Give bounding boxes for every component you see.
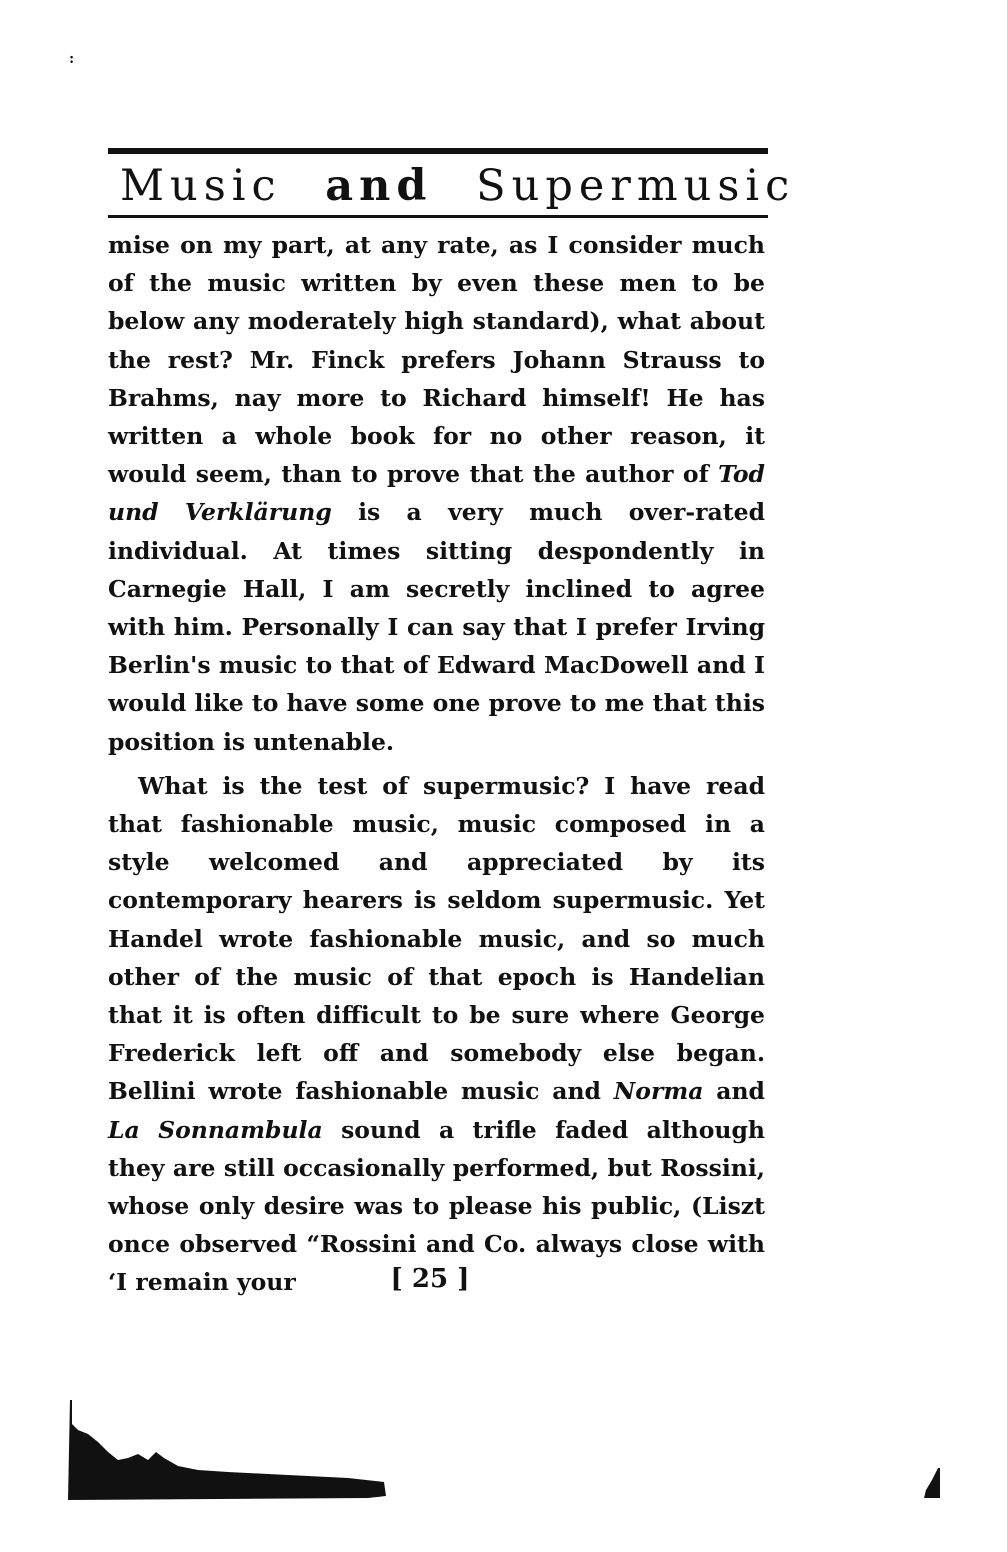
paragraph-1-italic-title: Tod und Verklärung bbox=[108, 460, 765, 527]
paragraph-2-italic-sonnambula: La Sonnambula bbox=[108, 1115, 323, 1144]
paragraph-2-italic-norma: Norma bbox=[613, 1077, 704, 1106]
running-head-word-music: Music bbox=[120, 161, 282, 211]
running-head-word-supermusic: Supermusic bbox=[476, 161, 796, 211]
scan-artifact-right bbox=[922, 1468, 942, 1498]
body-text bbox=[108, 226, 765, 1302]
paragraph-1 bbox=[108, 226, 765, 761]
page-number: [ 25 ] bbox=[390, 1264, 470, 1294]
margin-tick-mark: : bbox=[69, 51, 75, 67]
scan-artifact-left bbox=[68, 1400, 388, 1502]
running-head-word-and: and bbox=[325, 161, 433, 211]
paragraph-1-text-b: is a very much over-rated individual. At times sitting despondently in Carnegie Hall, I am secretly inclined to agree with him. Personally I can say that I prefer Irving Berlin's music to that of Edward MacDowell and I would like to have some one prove to me that this position is untenable. bbox=[108, 498, 765, 756]
paragraph-1-text-a: mise on my part, at any rate, as I consider much of the music written by even these men to be below any moderately high standard), what about the rest? Mr. Finck prefers Johann Strauss to Brahms, nay more to Richard himself! He has written a whole book for no other reason, it would seem, than to prove that the author of bbox=[108, 231, 765, 489]
paragraph-2 bbox=[108, 767, 765, 1302]
header-rule-bottom bbox=[108, 215, 768, 218]
paragraph-2-text-c: sound a trifle faded although they are still occasionally performed, but Rossini, whose only desire was to please his public, (Liszt once observed “Rossini and Co. always close with ‘I remain your bbox=[108, 1115, 765, 1297]
paragraph-2-text-b: and bbox=[703, 1077, 765, 1106]
running-head bbox=[108, 160, 796, 212]
paragraph-2-text-a: What is the test of supermusic? I have read that fashionable music, music composed in a style welcomed and appreciated by its contemporary hearers is seldom supermusic. Yet Handel wrote fashionable music, and so much other of the music of that epoch is Handelian that it is often difficult to be sure where George Frederick left off and somebody else began. Bellini wrote fashionable music and bbox=[108, 771, 765, 1106]
header-rule-top bbox=[108, 148, 768, 154]
